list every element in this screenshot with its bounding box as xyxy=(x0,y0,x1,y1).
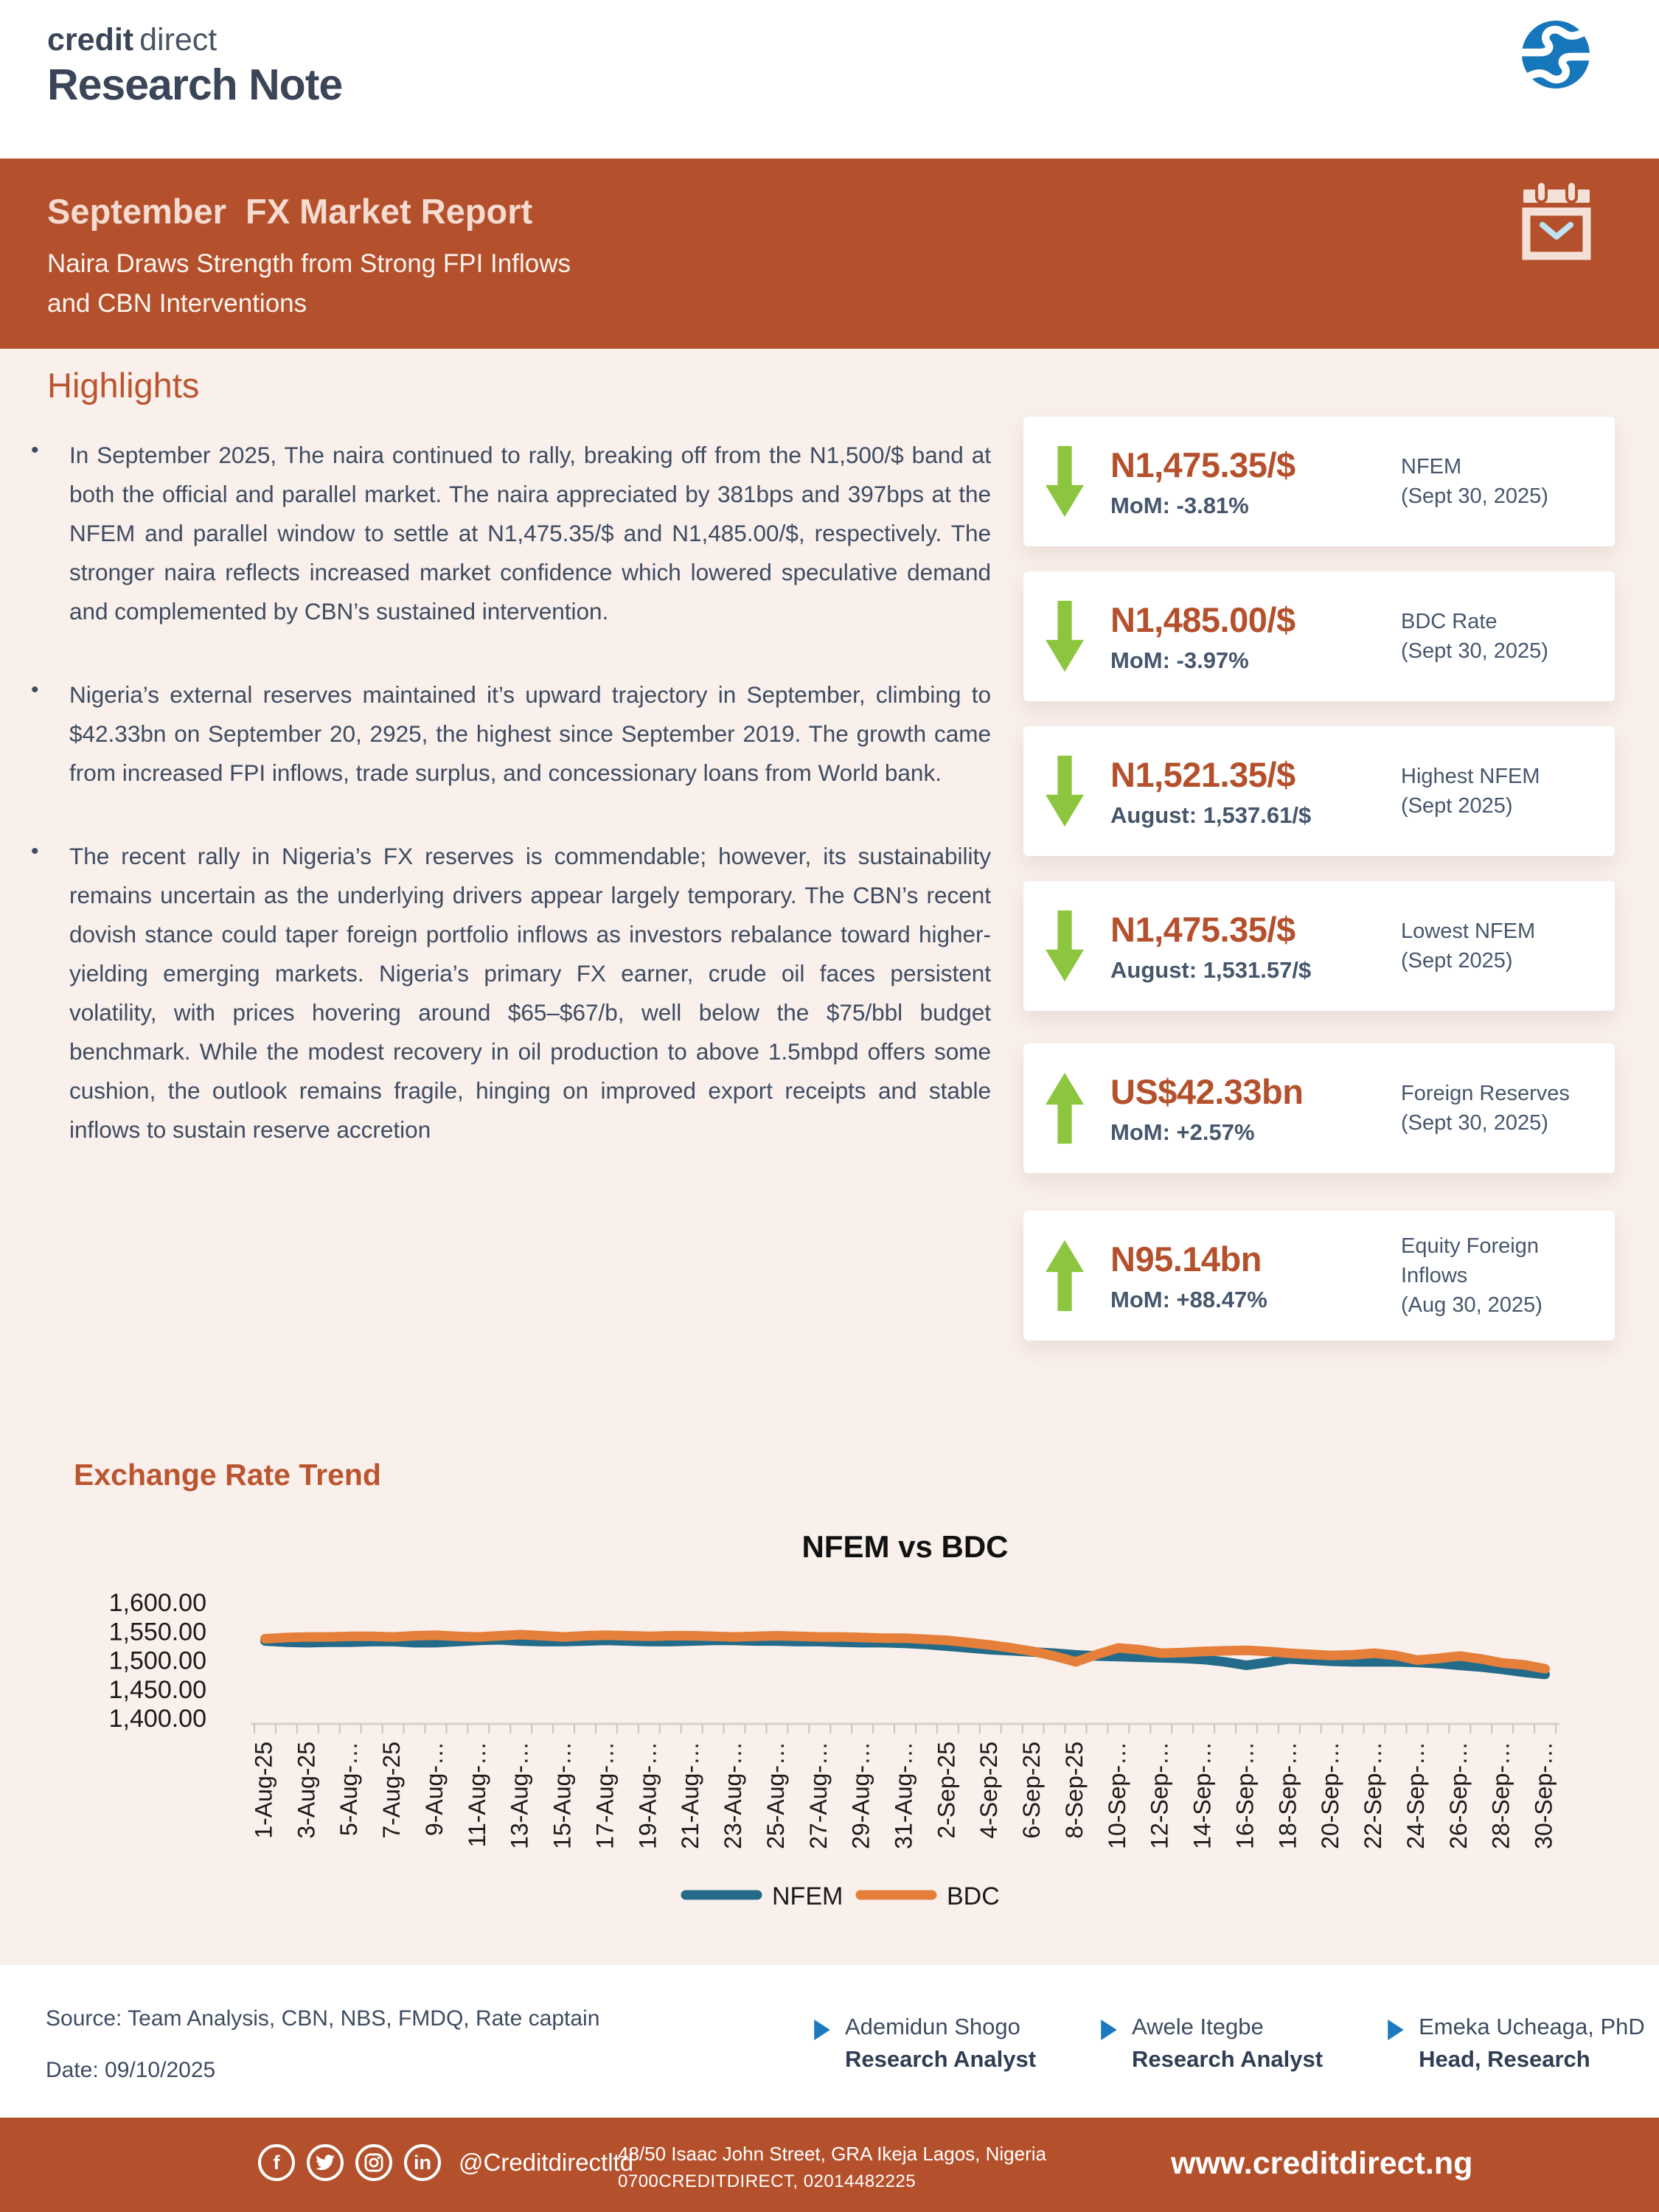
stat-change: MoM: +2.57% xyxy=(1110,1119,1255,1145)
analyst-role: Head, Research xyxy=(1419,2046,1590,2072)
source-note: Source: Team Analysis, CBN, NBS, FMDQ, Rate captain xyxy=(46,2006,600,2031)
y-tick-label: 1,500.00 xyxy=(108,1646,206,1675)
brand-logo xyxy=(47,22,342,110)
x-tick-label: 16-Sep-… xyxy=(1231,1742,1259,1849)
x-tick-label: 11-Aug-… xyxy=(463,1742,490,1848)
x-tick-label: 14-Sep-… xyxy=(1189,1742,1216,1849)
nfem-vs-bdc-chart xyxy=(96,1512,1585,1947)
x-tick-label: 24-Sep-… xyxy=(1402,1742,1429,1849)
x-tick-label: 9-Aug-… xyxy=(420,1742,448,1837)
stat-card xyxy=(1023,571,1615,701)
chart-title: NFEM vs BDC xyxy=(801,1529,1009,1564)
bullet-dot: • xyxy=(31,438,39,462)
x-tick-label: 27-Aug-… xyxy=(804,1742,832,1849)
x-tick-label: 28-Sep-… xyxy=(1487,1742,1514,1849)
stat-label: NFEM (Sept 30, 2025) xyxy=(1401,455,1548,508)
stat-values xyxy=(1110,754,1401,829)
stat-values xyxy=(1110,599,1401,674)
bullet-dot: • xyxy=(31,839,39,863)
analyst-text xyxy=(845,2014,1036,2073)
linkedin-icon[interactable]: in xyxy=(404,2144,441,2181)
x-tick-label: 5-Aug-… xyxy=(335,1742,363,1837)
x-tick-label: 18-Sep-… xyxy=(1274,1742,1301,1849)
analysts xyxy=(814,2014,1645,2073)
x-tick-label: 23-Aug-… xyxy=(720,1742,747,1849)
y-tick-label: 1,450.00 xyxy=(108,1675,206,1704)
bullet-dot: • xyxy=(31,678,39,702)
x-tick-label: 25-Aug-… xyxy=(762,1742,789,1849)
down-arrow-icon xyxy=(1046,445,1084,518)
down-arrow-icon xyxy=(1046,910,1084,982)
stat-cards xyxy=(1023,349,1615,1396)
legend-label-bdc: BDC xyxy=(947,1882,1000,1910)
footer xyxy=(0,2118,1659,2212)
bullet-text: The recent rally in Nigeria’s FX reserves is commendable; however, its sustainability remains uncertain as the underlying drivers appear largely temporary. The CBN’s recent dovish stance could taper foreign portfolio inflows as investors rebalance toward higher-yielding emerging markets. Nigeria’s primary FX earner, crude oil faces persistent volatility, with prices hovering around $65–$67/b, well below the $75/bbl budget benchmark. While the modest recovery in oil production to above 1.5mbpd offers some cushion, the outlook remains fragile, hinging on improved export receipts and stable inflows to sustain reserve accretion xyxy=(69,843,991,1143)
highlights-heading: Highlights xyxy=(47,366,200,405)
creditdirect-logo-icon xyxy=(1520,19,1591,90)
address-line1: 48/50 Isaac John Street, GRA Ikeja Lagos, Nigeria xyxy=(618,2143,1047,2165)
stat-label: BDC Rate (Sept 30, 2025) xyxy=(1401,610,1548,663)
play-icon xyxy=(1101,2014,1117,2073)
analyst xyxy=(814,2014,1036,2073)
report-subtitle-line2: and CBN Interventions xyxy=(47,289,307,318)
stat-values xyxy=(1110,1239,1401,1313)
stat-value: US$42.33bn xyxy=(1110,1071,1304,1111)
analyst-text xyxy=(1419,2014,1645,2073)
analyst-name: Ademidun Shogo xyxy=(845,2014,1020,2039)
analyst-role: Research Analyst xyxy=(1132,2046,1324,2072)
bullet-text: In September 2025, The naira continued to rally, breaking off from the N1,500/$ band at both the official and parallel market. The naira appreciated by 381bps and 397bps at the NFEM and parallel window to settle at N1,475.35/$ and N1,485.00/$, respectively. The stronger naira reflects increased market confidence which lowered speculative demand and complemented by CBN’s sustained intervention. xyxy=(69,442,991,625)
x-tick-label: 10-Sep-… xyxy=(1103,1742,1130,1849)
highlights-list xyxy=(31,436,991,1194)
brand-word-direct: direct xyxy=(139,22,218,58)
highlight-bullet xyxy=(31,675,991,793)
banner xyxy=(0,159,1659,349)
x-tick-label: 2-Sep-25 xyxy=(933,1742,960,1839)
stat-change: MoM: +88.47% xyxy=(1110,1286,1267,1312)
stat-change: August: 1,537.61/$ xyxy=(1110,801,1312,828)
report-date: Date: 09/10/2025 xyxy=(46,2058,216,2082)
stat-label: Foreign Reserves (Sept 30, 2025) xyxy=(1401,1082,1570,1135)
stat-value: N1,521.35/$ xyxy=(1110,754,1295,794)
highlight-bullet xyxy=(31,837,991,1150)
stat-label: Equity Foreign Inflows (Aug 30, 2025) xyxy=(1401,1234,1543,1317)
stat-value: N1,475.35/$ xyxy=(1110,445,1295,484)
play-icon xyxy=(1388,2014,1404,2073)
x-tick-label: 31-Aug-… xyxy=(890,1742,917,1849)
x-tick-label: 30-Sep-… xyxy=(1530,1742,1557,1849)
x-tick-label: 3-Aug-25 xyxy=(293,1742,320,1839)
x-tick-label: 15-Aug-… xyxy=(549,1742,576,1849)
social-handle[interactable]: @Creditdirectltd xyxy=(459,2149,634,2176)
x-tick-label: 21-Aug-… xyxy=(677,1742,704,1849)
x-tick-label: 20-Sep-… xyxy=(1317,1742,1344,1849)
stat-card xyxy=(1023,881,1615,1011)
y-tick-label: 1,550.00 xyxy=(108,1618,206,1646)
calendar-icon xyxy=(1519,178,1594,263)
x-tick-label: 29-Aug-… xyxy=(847,1742,874,1849)
up-arrow-icon xyxy=(1046,1072,1084,1144)
analyst-name: Awele Itegbe xyxy=(1132,2014,1264,2039)
report-subtitle xyxy=(47,244,571,324)
y-tick-label: 1,600.00 xyxy=(108,1589,206,1617)
x-tick-label: 26-Sep-… xyxy=(1444,1742,1472,1849)
stat-card xyxy=(1023,1043,1615,1173)
brand-research-note: Research Note xyxy=(47,60,343,109)
source-block xyxy=(46,2006,599,2083)
stat-change: MoM: -3.97% xyxy=(1110,647,1249,673)
x-tick-label: 17-Aug-… xyxy=(591,1742,619,1849)
main-content xyxy=(0,349,1659,1965)
brand-word-credit: credit xyxy=(47,22,134,58)
address-line2: 0700CREDITDIRECT, 02014482225 xyxy=(618,2171,917,2191)
facebook-icon[interactable]: f xyxy=(258,2144,295,2181)
x-tick-label: 12-Sep-… xyxy=(1146,1742,1173,1849)
analyst-text xyxy=(1132,2014,1323,2073)
header xyxy=(0,0,1659,159)
x-tick-label: 13-Aug-… xyxy=(506,1742,533,1849)
up-arrow-icon xyxy=(1046,1239,1084,1312)
twitter-icon[interactable] xyxy=(307,2144,344,2181)
x-tick-label: 6-Sep-25 xyxy=(1018,1742,1046,1839)
stat-label: Lowest NFEM (Sept 2025) xyxy=(1401,919,1536,973)
stat-change: August: 1,531.57/$ xyxy=(1110,956,1312,983)
down-arrow-icon xyxy=(1046,755,1084,827)
report-subtitle-line1: Naira Draws Strength from Strong FPI Inflows xyxy=(47,249,571,278)
stat-values xyxy=(1110,1071,1401,1146)
instagram-icon[interactable] xyxy=(355,2144,392,2181)
highlight-bullet xyxy=(31,436,991,631)
analyst xyxy=(1101,2014,1323,2073)
x-tick-label: 1-Aug-25 xyxy=(250,1742,277,1839)
stat-value: N1,485.00/$ xyxy=(1110,599,1295,639)
x-tick-label: 4-Sep-25 xyxy=(975,1742,1003,1839)
chart-section-heading: Exchange Rate Trend xyxy=(74,1458,381,1492)
stat-value: N95.14bn xyxy=(1110,1239,1262,1279)
x-tick-label: 19-Aug-… xyxy=(634,1742,661,1849)
stat-label: Highest NFEM (Sept 2025) xyxy=(1401,765,1540,818)
stat-card xyxy=(1023,417,1615,546)
analyst-role: Research Analyst xyxy=(845,2046,1037,2072)
down-arrow-icon xyxy=(1046,600,1084,672)
play-icon xyxy=(814,2014,830,2073)
x-tick-label: 22-Sep-… xyxy=(1360,1742,1387,1849)
analyst-name: Emeka Ucheaga, PhD xyxy=(1419,2014,1645,2039)
y-tick-label: 1,400.00 xyxy=(108,1705,206,1733)
social-icons xyxy=(258,2144,633,2181)
x-tick-label: 7-Aug-25 xyxy=(378,1742,406,1839)
stat-card xyxy=(1023,1211,1615,1340)
stat-change: MoM: -3.81% xyxy=(1110,492,1249,518)
brand-wordmark xyxy=(47,22,342,58)
stat-value: N1,475.35/$ xyxy=(1110,909,1295,949)
x-tick-label: 8-Sep-25 xyxy=(1060,1742,1088,1839)
stat-values xyxy=(1110,909,1401,984)
legend-label-nfem: NFEM xyxy=(772,1882,844,1910)
source-and-analysts xyxy=(0,1965,1659,2118)
analyst xyxy=(1388,2014,1645,2073)
stat-values xyxy=(1110,445,1401,519)
bullet-text: Nigeria’s external reserves maintained it’s upward trajectory in September, climbing to $42.33bn on September 20, 2925, the highest since September 2019. The growth came from increased FPI inflows, trade surplus, and concessionary loans from World bank. xyxy=(69,681,991,786)
address-block xyxy=(618,2140,1046,2196)
website-link[interactable]: www.creditdirect.ng xyxy=(1171,2146,1473,2181)
report-title: September FX Market Report xyxy=(47,192,533,231)
stat-card xyxy=(1023,726,1615,856)
